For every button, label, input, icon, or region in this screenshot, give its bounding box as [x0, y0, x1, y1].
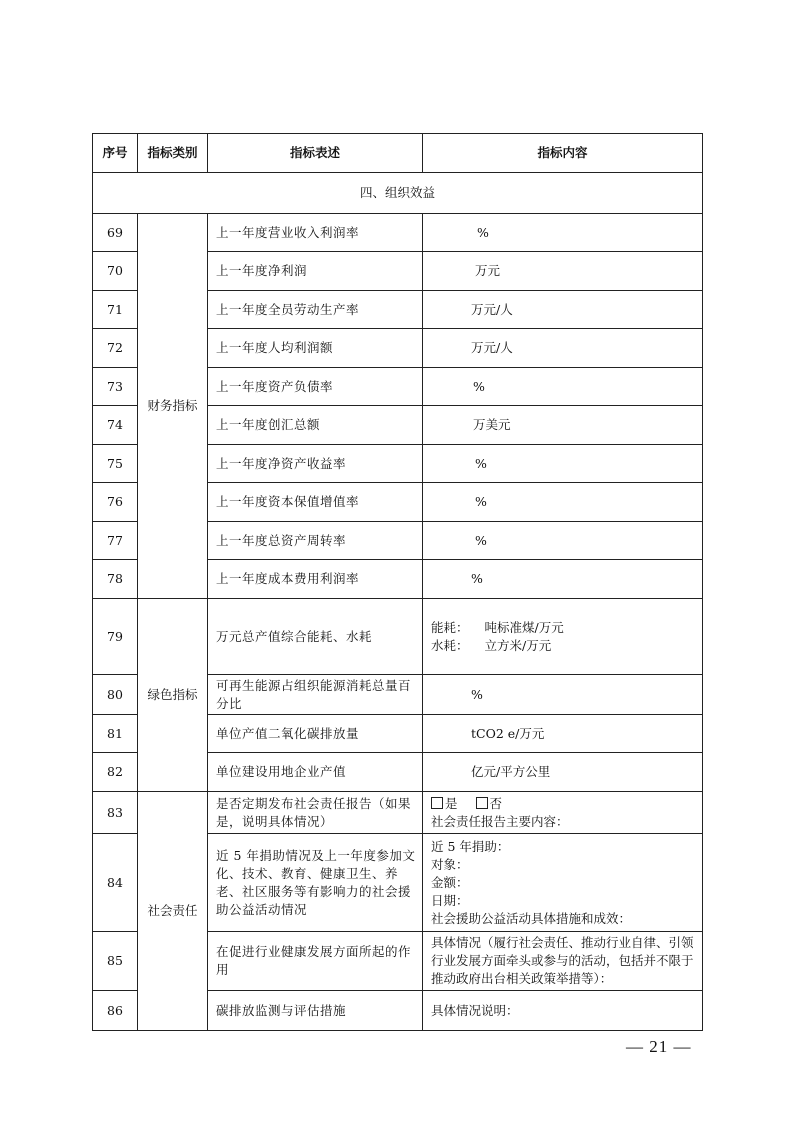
- donation-target: 对象：: [431, 856, 469, 872]
- row-number: 70: [93, 252, 138, 291]
- water-unit: 立方米/万元: [484, 637, 552, 653]
- row-number: 69: [93, 214, 138, 252]
- row-content[interactable]: [423, 368, 703, 406]
- row-number: 83: [93, 792, 138, 834]
- section-row: [93, 173, 703, 214]
- donation-line: 近 5 年捐助：: [431, 838, 510, 854]
- donation-date: 日期：: [431, 892, 469, 908]
- row-description: 上一年度资本保值增值率: [208, 483, 423, 522]
- table-row: [93, 599, 703, 675]
- header-category: 指标类别: [138, 134, 208, 173]
- checkbox-no[interactable]: [476, 797, 488, 809]
- category-finance: 财务指标: [138, 214, 208, 599]
- energy-label: 能耗：: [431, 619, 469, 635]
- water-line: [431, 637, 698, 655]
- option-yes-label: 是: [445, 795, 458, 811]
- checkbox-yes[interactable]: [431, 797, 443, 809]
- row-number: 86: [93, 991, 138, 1031]
- row-description: 单位产值二氧化碳排放量: [208, 715, 423, 753]
- row-number: 80: [93, 675, 138, 715]
- row-content[interactable]: [423, 599, 703, 675]
- water-label: 水耗：: [431, 637, 469, 653]
- row-description: 上一年度营业收入利润率: [208, 214, 423, 252]
- row-content[interactable]: 具体情况（履行社会责任、推动行业自律、引领行业发展方面牵头或参与的活动，包括并不限于推动政府出台相关政策举措等）：: [423, 932, 703, 991]
- row-content[interactable]: [423, 406, 703, 445]
- donation-amount: 金额：: [431, 874, 469, 890]
- report-options: [431, 795, 698, 813]
- row-content[interactable]: [423, 483, 703, 522]
- unit-text: 亿元/平方公里: [471, 764, 551, 779]
- row-description: 是否定期发布社会责任报告（如果是，说明具体情况）: [208, 792, 423, 834]
- unit-text: 万元/人: [471, 340, 513, 355]
- report-content-label: 社会责任报告主要内容：: [431, 813, 569, 829]
- page-number: — 21 —: [626, 1037, 692, 1056]
- unit-text: 万元/人: [471, 301, 513, 317]
- row-number: 81: [93, 715, 138, 753]
- row-content[interactable]: [423, 522, 703, 560]
- unit-text: %: [473, 378, 485, 394]
- category-social: 社会责任: [138, 792, 208, 1031]
- row-content[interactable]: [423, 291, 703, 329]
- row-description: 上一年度全员劳动生产率: [208, 291, 423, 329]
- unit-text: tCO2 e/万元: [471, 725, 545, 741]
- row-content[interactable]: [423, 214, 703, 252]
- header-serial: 序号: [93, 134, 138, 173]
- row-number: 73: [93, 368, 138, 406]
- row-description: 上一年度净资产收益率: [208, 445, 423, 483]
- table-header-row: [93, 134, 703, 173]
- row-number: 71: [93, 291, 138, 329]
- unit-text: %: [475, 532, 487, 548]
- row-description: 单位建设用地企业产值: [208, 753, 423, 792]
- unit-text: %: [475, 494, 487, 509]
- charity-measures: 社会援助公益活动具体措施和成效：: [431, 910, 632, 926]
- unit-text: %: [471, 571, 483, 586]
- row-number: 85: [93, 932, 138, 991]
- row-number: 74: [93, 406, 138, 445]
- unit-text: %: [477, 224, 489, 240]
- row-content[interactable]: 具体情况说明：: [423, 991, 703, 1031]
- category-green: 绿色指标: [138, 599, 208, 792]
- table-row: [93, 214, 703, 252]
- row-number: 75: [93, 445, 138, 483]
- row-content[interactable]: [423, 715, 703, 753]
- unit-text: %: [471, 686, 483, 702]
- row-description: 在促进行业健康发展方面所起的作用: [208, 932, 423, 991]
- row-content[interactable]: [423, 753, 703, 792]
- row-number: 79: [93, 599, 138, 675]
- row-number: 72: [93, 329, 138, 368]
- indicator-table: [92, 133, 703, 1031]
- row-description: 上一年度成本费用利润率: [208, 560, 423, 599]
- row-number: 77: [93, 522, 138, 560]
- row-description: 碳排放监测与评估措施: [208, 991, 423, 1031]
- row-description: 上一年度创汇总额: [208, 406, 423, 445]
- unit-text: 万元: [475, 263, 501, 278]
- unit-text: 万美元: [473, 417, 511, 432]
- row-description: 万元总产值综合能耗、水耗: [208, 599, 423, 675]
- energy-unit: 吨标准煤/万元: [484, 619, 564, 635]
- option-no-label: 否: [489, 795, 503, 811]
- header-description: 指标表述: [208, 134, 423, 173]
- header-content: 指标内容: [423, 134, 703, 173]
- row-description: 上一年度人均利润额: [208, 329, 423, 368]
- row-description: 可再生能源占组织能源消耗总量百分比: [208, 675, 423, 715]
- row-description: 上一年度资产负债率: [208, 368, 423, 406]
- row-content[interactable]: [423, 445, 703, 483]
- row-number: 82: [93, 753, 138, 792]
- unit-text: %: [475, 455, 487, 471]
- section-title: 四、组织效益: [93, 173, 703, 214]
- row-content[interactable]: [423, 675, 703, 715]
- row-description: 上一年度净利润: [208, 252, 423, 291]
- table-row: [93, 792, 703, 834]
- row-description: 近 5 年捐助情况及上一年度参加文化、技术、教育、健康卫生、养老、社区服务等有影响力的社会援助公益活动情况: [208, 834, 423, 932]
- row-content[interactable]: [423, 329, 703, 368]
- row-description: 上一年度总资产周转率: [208, 522, 423, 560]
- row-number: 78: [93, 560, 138, 599]
- row-content[interactable]: [423, 834, 703, 932]
- row-content[interactable]: [423, 252, 703, 291]
- row-number: 76: [93, 483, 138, 522]
- energy-line: [431, 619, 698, 637]
- row-content[interactable]: [423, 792, 703, 834]
- row-number: 84: [93, 834, 138, 932]
- row-content[interactable]: [423, 560, 703, 599]
